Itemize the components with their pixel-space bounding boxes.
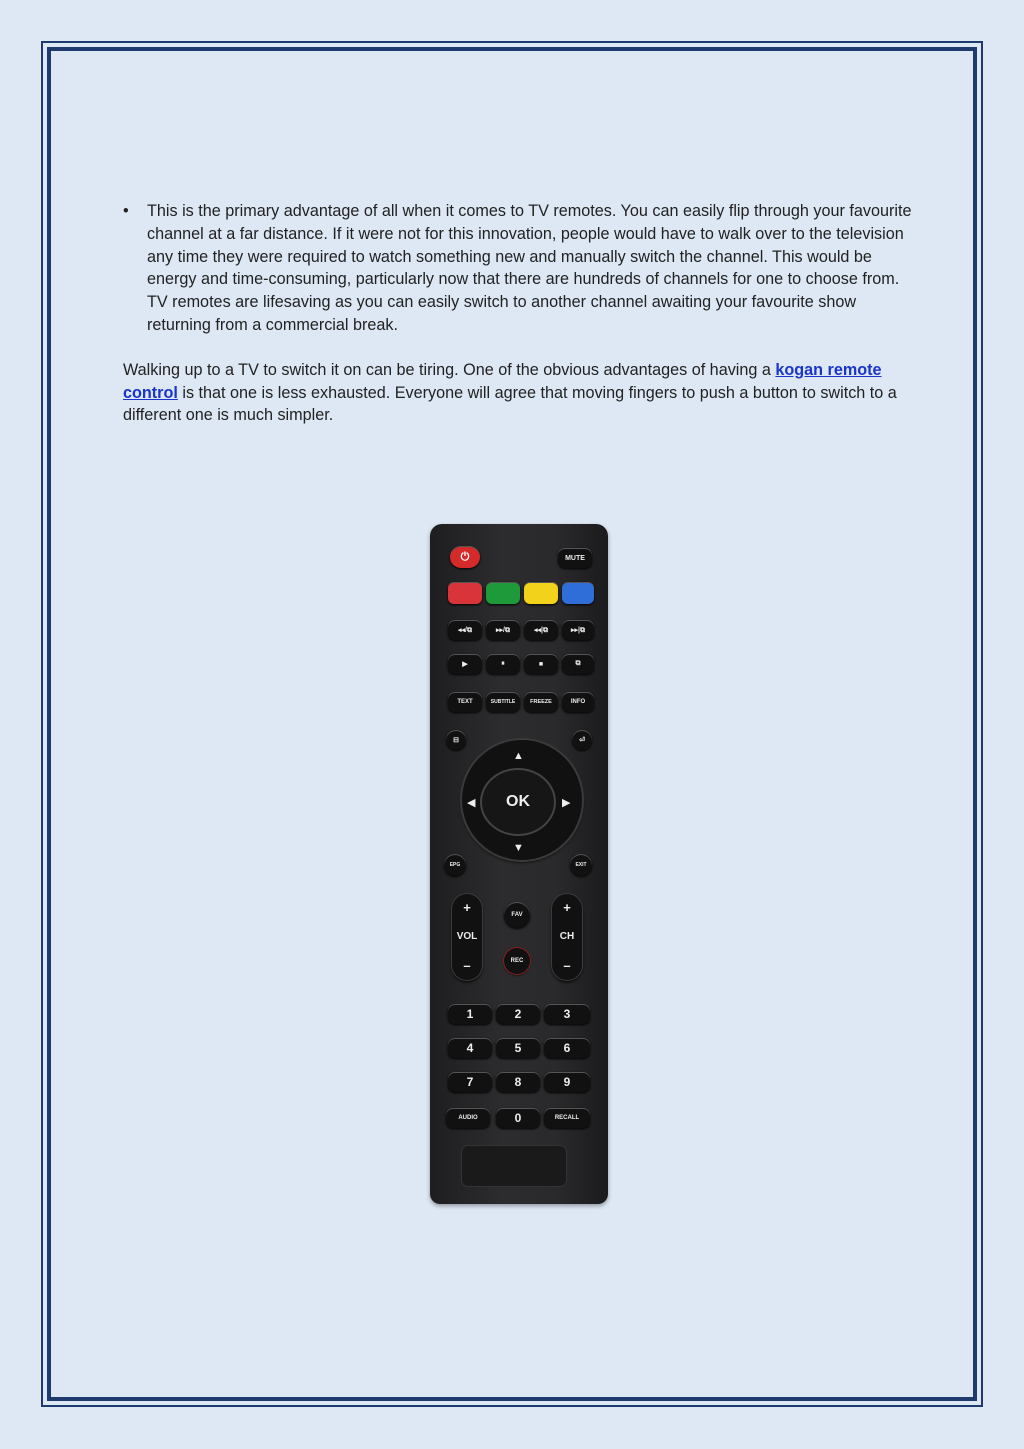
down-arrow-icon: ▼ xyxy=(513,842,524,854)
rec-button: REC xyxy=(504,948,530,974)
paragraph-text-start: Walking up to a TV to switch it on can be tiring. One of the obvious advantages of having a xyxy=(123,360,776,379)
right-arrow-icon: ▶ xyxy=(562,797,571,809)
channel-label: CH xyxy=(559,931,575,942)
volume-down-icon: – xyxy=(463,958,471,973)
volume-rocker xyxy=(452,894,482,980)
digit-3-button: 3 xyxy=(544,1004,590,1024)
bullet-item xyxy=(123,200,913,337)
remote-control-image xyxy=(430,524,608,1204)
ir-window xyxy=(462,1146,566,1186)
subtitle-button: SUBTITLE xyxy=(486,692,520,712)
rewind-button: ◂◂/⧉ xyxy=(448,620,482,640)
return-icon: ⏎ xyxy=(572,730,592,750)
digit-4-button: 4 xyxy=(448,1038,492,1058)
pause-button: ⏸ xyxy=(486,654,520,674)
blue-button xyxy=(562,582,594,604)
volume-label: VOL xyxy=(456,931,478,942)
digit-6-button: 6 xyxy=(544,1038,590,1058)
bullet-marker: • xyxy=(123,202,129,220)
body-paragraph xyxy=(123,359,913,427)
channel-up-icon: + xyxy=(563,900,571,915)
stop-button: ■ xyxy=(524,654,558,674)
digit-7-button: 7 xyxy=(448,1072,492,1092)
epg-button: EPG xyxy=(444,854,466,876)
power-button: ⏻ xyxy=(450,546,480,568)
bullet-paragraph: This is the primary advantage of all when it comes to TV remotes. You can easily flip through your favourite channel at a far distance. If it were not for this innovation, people would have to walk over to the television any time they were required to watch something new and manually switch the channel. This would be energy and time-consuming, particularly now that there are hundreds of channels for one to choose from. TV remotes are lifesaving as you can easily switch to another channel awaiting your favourite show returning from a commercial break. xyxy=(147,202,912,334)
freeze-button: FREEZE xyxy=(524,692,558,712)
digit-9-button: 9 xyxy=(544,1072,590,1092)
info-button: INFO xyxy=(562,692,594,712)
yellow-button xyxy=(524,582,558,604)
kogan-remote-control-link[interactable]: kogan remote control xyxy=(123,360,882,402)
source-button: ⧉ xyxy=(562,654,594,674)
up-arrow-icon: ▲ xyxy=(513,750,524,762)
digit-2-button: 2 xyxy=(496,1004,540,1024)
text-button: TEXT xyxy=(448,692,482,712)
menu-icon: ⊟ xyxy=(446,730,466,750)
audio-button: AUDIO xyxy=(446,1108,490,1128)
recall-button: RECALL xyxy=(544,1108,590,1128)
digit-0-button: 0 xyxy=(496,1108,540,1128)
document-body xyxy=(123,200,913,427)
ok-button: OK xyxy=(482,770,554,834)
paragraph-text-end: is that one is less exhausted. Everyone will agree that moving fingers to push a button to switch to a different one is much simpler. xyxy=(123,383,897,425)
left-arrow-icon: ◀ xyxy=(467,797,476,809)
channel-down-icon: – xyxy=(563,958,571,973)
mute-button: MUTE xyxy=(558,548,592,568)
red-button xyxy=(448,582,482,604)
digit-1-button: 1 xyxy=(448,1004,492,1024)
volume-up-icon: + xyxy=(463,900,471,915)
next-button: ▸▸|⧉ xyxy=(562,620,594,640)
fav-button: FAV xyxy=(504,902,530,928)
green-button xyxy=(486,582,520,604)
forward-button: ▸▸/⧉ xyxy=(486,620,520,640)
channel-rocker xyxy=(552,894,582,980)
digit-8-button: 8 xyxy=(496,1072,540,1092)
exit-button: EXIT xyxy=(570,854,592,876)
play-button: ▶ xyxy=(448,654,482,674)
previous-button: ◂◂|⧉ xyxy=(524,620,558,640)
digit-5-button: 5 xyxy=(496,1038,540,1058)
